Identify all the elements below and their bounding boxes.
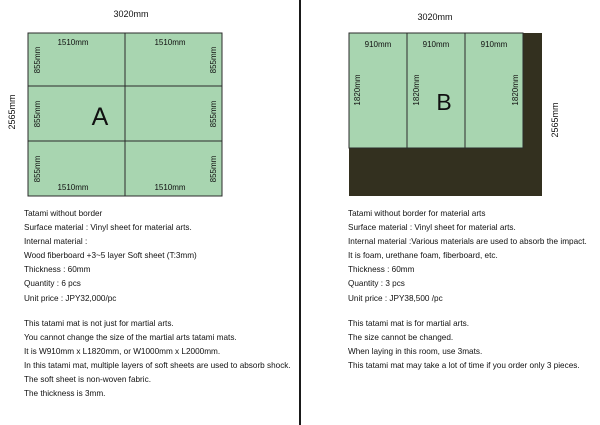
spec-line: Quantity : 6 pcs [24,279,81,289]
panel-a [0,0,298,425]
spec-line: Unit price : JPY32,000/pc [24,293,117,303]
mat-depth-label: 855mm [209,100,218,128]
panel-divider [299,0,301,425]
mat-depth-label: 855mm [209,46,218,74]
mat-width-label: 1510mm [57,38,89,47]
spec-line: It is foam, urethane foam, fiberboard, etc. [348,251,498,261]
mat-width-label: 1510mm [57,183,89,192]
note-line: The thickness is 3mm. [24,389,106,399]
spec-line: Tatami without border for material arts [348,209,486,218]
note-line: The size cannot be changed. [348,332,454,342]
mat-depth-label: 855mm [209,155,218,183]
note-line: This tatami mat is for martial arts. [348,318,470,328]
spec-line: Internal material : [24,237,88,247]
panel-b [302,0,600,425]
note-line: This tatami mat may take a lot of time if you order only 3 pieces. [348,360,580,370]
layout-label-b: B [436,89,452,115]
mat-depth-label: 855mm [33,155,42,183]
mat-width-label: 910mm [480,40,508,49]
layout-label-a: A [91,103,109,131]
room-depth-label: 2565mm [550,102,560,138]
tatami-mat [125,86,222,141]
mat-length-label: 1820mm [353,74,362,106]
mat-width-label: 1510mm [154,183,186,192]
mat-depth-label: 855mm [33,46,42,74]
note-line: This tatami mat is not just for martial arts. [24,318,174,328]
room-width-label: 3020mm [113,9,149,19]
mat-width-label: 1510mm [154,38,186,47]
mat-width-label: 910mm [364,40,392,49]
specs-a [24,207,291,401]
mat-width-label: 910mm [422,40,450,49]
spec-line: Wood fiberboard +3~5 layer Soft sheet (T:3mm) [24,251,197,261]
room-depth-label: 2565mm [7,94,17,130]
spec-line: Internal material :Various materials are used to absorb the impact. [348,237,587,247]
mat-length-label: 1820mm [511,74,520,106]
spec-line: Quantity : 3 pcs [348,279,405,289]
tatami-mat [28,86,125,141]
spec-line: Surface material : Vinyl sheet for material arts. [24,223,192,233]
spec-line: Thickness : 60mm [24,265,91,275]
spec-line: Tatami without border [24,209,103,218]
mat-depth-label: 855mm [33,100,42,128]
specs-b [348,207,587,373]
note-line: It is W910mm x L1820mm, or W1000mm x L2000mm. [24,346,221,356]
note-line: The soft sheet is non-woven fabric. [24,375,151,385]
spec-line: Thickness : 60mm [348,265,415,275]
note-line: In this tatami mat, multiple layers of soft sheets are used to absorb shock. [24,360,291,370]
note-line: When laying in this room, use 3mats. [348,346,483,356]
spec-line: Surface material : Vinyl sheet for material arts. [348,223,516,233]
room-width-label: 3020mm [417,12,453,22]
note-line: You cannot change the size of the martial arts tatami mats. [24,332,237,342]
spec-line: Unit price : JPY38,500 /pc [348,293,443,303]
mat-length-label: 1820mm [412,74,421,106]
